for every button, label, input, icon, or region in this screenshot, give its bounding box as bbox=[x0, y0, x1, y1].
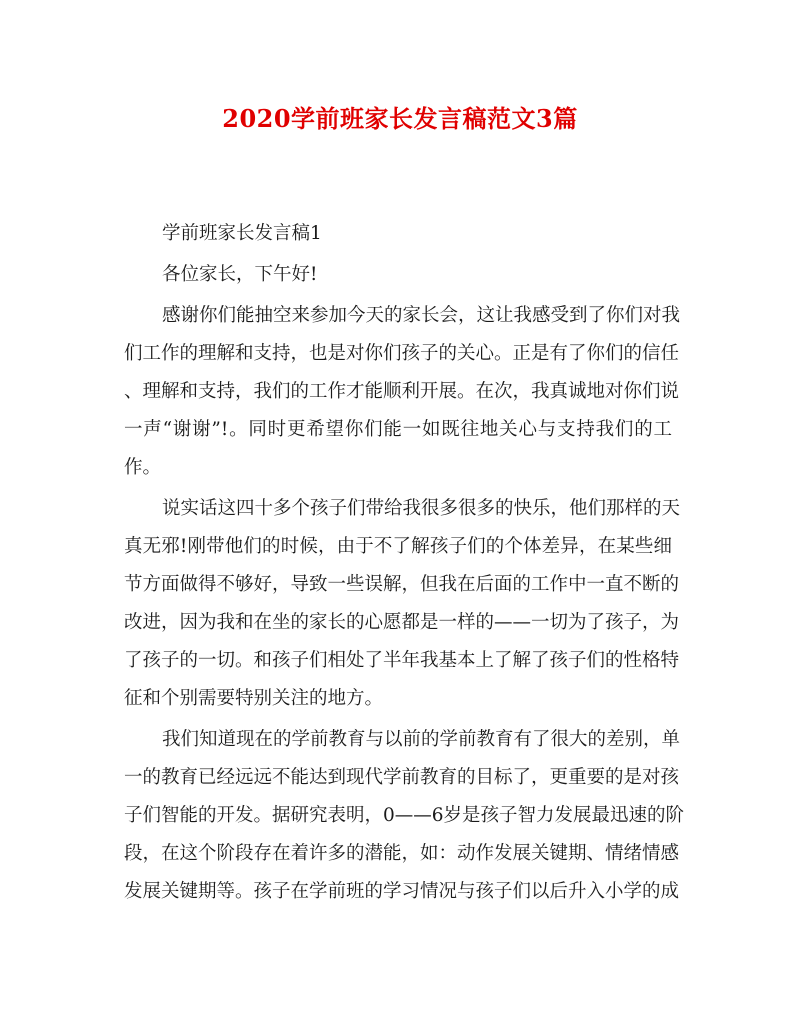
text-line: 段，在这个阶段存在着许多的潜能，如：动作发展关键期、情绪情感 bbox=[124, 843, 680, 864]
paragraph-heading bbox=[124, 215, 672, 253]
text-line: 、理解和支持，我们的工作才能顺利开展。在次，我真诚地对你们说 bbox=[124, 381, 680, 402]
text-line: 征和个别需要特别关注的地方。 bbox=[124, 688, 384, 709]
text-line: 作。 bbox=[124, 457, 162, 478]
document-body bbox=[124, 215, 685, 914]
text-line: 说实话这四十多个孩子们带给我很多很多的快乐，他们那样的天 bbox=[162, 498, 681, 519]
paragraph-greeting bbox=[124, 256, 672, 294]
text-line: 改进，因为我和在坐的家长的心愿都是一样的——一切为了孩子，为 bbox=[124, 612, 680, 633]
text-line: 们工作的理解和支持，也是对你们孩子的关心。正是有了你们的信任 bbox=[124, 343, 680, 364]
text-line: 一的教育已经远远不能达到现代学前教育的目标了，更重要的是对孩 bbox=[124, 767, 680, 788]
text-line: 学前班家长发言稿1 bbox=[162, 223, 322, 244]
text-line: 发展关键期等。孩子在学前班的学习情况与孩子们以后升入小学的成 bbox=[124, 881, 680, 902]
text-line: 子们智能的开发。据研究表明，0——6岁是孩子智力发展最迅速的阶 bbox=[124, 805, 685, 826]
text-line: 各位家长，下午好! bbox=[162, 264, 318, 285]
text-line: 真无邪!刚带他们的时候，由于不了解孩子们的个体差异，在某些细 bbox=[124, 536, 672, 557]
paragraph bbox=[124, 721, 685, 911]
paragraph bbox=[124, 297, 681, 487]
text-line: 感谢你们能抽空来参加今天的家长会，这让我感受到了你们对我 bbox=[162, 305, 681, 326]
text-line: 节方面做得不够好，导致一些误解，但我在后面的工作中一直不断的 bbox=[124, 574, 680, 595]
document-title: 2020学前班家长发言稿范文3篇 bbox=[222, 104, 578, 133]
paragraph bbox=[124, 490, 681, 718]
text-line: 我们知道现在的学前教育与以前的学前教育有了很大的差别，单 bbox=[162, 729, 681, 750]
text-line: 了孩子的一切。和孩子们相处了半年我基本上了解了孩子们的性格特 bbox=[124, 650, 680, 671]
text-line: 一声“谢谢”!。同时更希望你们能一如既往地关心与支持我们的工 bbox=[124, 419, 672, 440]
